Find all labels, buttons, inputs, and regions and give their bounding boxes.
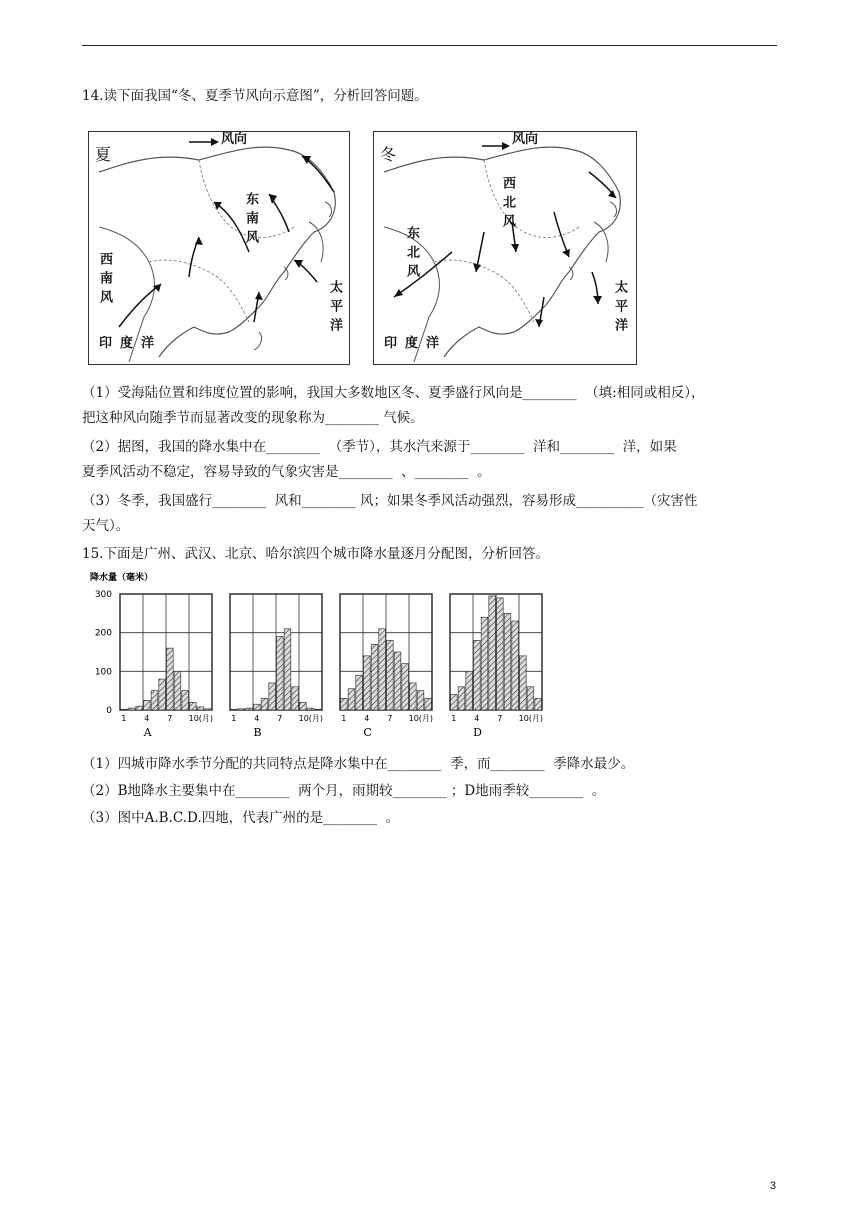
chart-panel-C: [340, 594, 433, 739]
bar-D-month-2: [458, 687, 465, 710]
chart-panel-D: [450, 594, 543, 739]
x-tick-label: 7: [497, 714, 503, 723]
q14-sub3-line2: 天气）。: [82, 518, 130, 534]
bar-B-month-6: [269, 683, 276, 710]
bar-C-month-9: [402, 664, 409, 710]
q15-sub3: （3）图中A.B.C.D.四地，代表广州的是________ 。: [82, 810, 400, 826]
q15-sub2: （2）B地降水主要集中在________ 两个月，雨期较________ ；D地雨季较________ 。: [82, 783, 606, 799]
bar-D-month-9: [512, 621, 519, 710]
bar-C-month-4: [364, 656, 371, 710]
bar-C-month-12: [425, 698, 432, 710]
bar-B-month-2: [238, 709, 245, 710]
bar-A-month-3: [136, 706, 143, 710]
bar-A-month-2: [128, 708, 135, 710]
bar-C-month-1: [341, 698, 348, 710]
bar-B-month-4: [254, 704, 261, 710]
q14-sub3-line1: （3）冬季，我国盛行________ 风和________ 风；如果冬季风活动强烈，容易形成__________（灾害性: [82, 493, 698, 509]
bar-D-month-10: [520, 656, 527, 710]
bar-B-month-8: [284, 629, 291, 710]
bar-A-month-10: [190, 702, 197, 710]
panel-label-A: A: [143, 726, 152, 739]
summer-legend-label: 风向: [221, 132, 248, 147]
x-tick-label: 4: [144, 714, 150, 723]
page-number: 3: [769, 1180, 776, 1192]
precipitation-chart: [88, 570, 558, 750]
q14-sub2-line1: （2）据图，我国的降水集中在________ （季节），其水汽来源于________ 洋和________ 洋，如果: [82, 439, 677, 455]
x-tick-label: 10(月): [408, 714, 434, 723]
q15-title: 15.下面是广州、武汉、北京、哈尔滨四个城市降水量逐月分配图，分析回答。: [82, 546, 549, 562]
bar-D-month-6: [489, 596, 496, 710]
bar-C-month-8: [394, 652, 401, 710]
bar-D-month-12: [535, 698, 542, 710]
bar-A-month-4: [144, 700, 151, 710]
y-tick-label: 300: [94, 590, 112, 600]
x-tick-label: 1: [231, 714, 237, 723]
winter-sea-pacific: 太平洋: [612, 280, 627, 337]
y-tick-label: 0: [106, 706, 112, 716]
winter-season-label: 冬: [380, 145, 397, 164]
header-rule: [82, 45, 777, 46]
summer-sea-pacific: 太平洋: [327, 280, 342, 337]
x-tick-label: 10(月): [188, 714, 214, 723]
bar-B-month-10: [300, 702, 307, 710]
y-tick-label: 100: [94, 667, 112, 678]
summer-wind-southeast: 东南风: [243, 192, 258, 249]
bar-C-month-11: [417, 691, 424, 710]
x-tick-label: 7: [167, 714, 173, 723]
x-tick-label: 10(月): [298, 714, 324, 723]
precipitation-chart-svg: [88, 570, 558, 750]
bar-B-month-5: [261, 698, 268, 710]
x-tick-label: 1: [341, 714, 347, 723]
panel-label-D: D: [473, 726, 483, 739]
bar-C-month-6: [379, 629, 386, 710]
x-tick-label: 7: [277, 714, 283, 723]
bar-D-month-1: [451, 695, 458, 710]
bar-C-month-2: [348, 689, 355, 710]
panel-label-C: C: [363, 726, 372, 739]
bar-D-month-7: [497, 598, 504, 710]
panel-label-B: B: [253, 726, 262, 739]
bar-C-month-7: [387, 640, 394, 710]
bar-D-month-11: [527, 687, 534, 710]
x-tick-label: 4: [364, 714, 370, 723]
bar-B-month-11: [307, 708, 314, 710]
bar-C-month-3: [356, 675, 363, 710]
bar-A-month-9: [182, 691, 189, 710]
winter-wind-map: [373, 131, 637, 365]
summer-map-drawing: [89, 132, 349, 364]
bar-A-month-7: [167, 648, 174, 710]
x-tick-label: 4: [254, 714, 260, 723]
bar-D-month-5: [481, 617, 488, 710]
q14-sub1-line2: 把这种风向随季节而显著改变的现象称为________ 气候。: [82, 410, 424, 426]
bar-A-month-6: [159, 679, 166, 710]
summer-wind-map: [88, 131, 350, 365]
q14-title: 14.读下面我国“冬、夏季节风向示意图”，分析回答问题。: [82, 88, 428, 104]
x-tick-label: 1: [451, 714, 457, 723]
bar-B-month-1: [231, 709, 238, 710]
x-tick-label: 7: [387, 714, 393, 723]
winter-wind-northeast: 东北风: [404, 226, 419, 283]
x-tick-label: 4: [474, 714, 480, 723]
bar-A-month-11: [197, 707, 204, 710]
bar-D-month-4: [474, 640, 481, 710]
bar-A-month-8: [174, 671, 181, 710]
x-tick-label: 1: [121, 714, 127, 723]
bar-B-month-3: [246, 708, 253, 710]
winter-sea-indian: 印度洋: [384, 336, 448, 351]
q15-sub1: （1）四城市降水季节分配的共同特点是降水集中在________ 季，而________ 季降水最少。: [82, 756, 635, 772]
winter-legend-label: 风向: [512, 132, 539, 147]
q14-sub1-line1: （1）受海陆位置和纬度位置的影响，我国大多数地区冬、夏季盛行风向是________ （填:相同或相反），: [82, 385, 705, 401]
bar-A-month-5: [151, 691, 158, 710]
bar-B-month-7: [277, 637, 284, 710]
x-tick-label: 10(月): [518, 714, 544, 723]
summer-sea-indian: 印度洋: [99, 336, 163, 351]
y-tick-label: 200: [94, 628, 112, 639]
bar-C-month-10: [410, 683, 417, 710]
bar-B-month-9: [292, 687, 299, 710]
bar-B-month-12: [315, 709, 322, 710]
bar-D-month-8: [504, 613, 511, 710]
bar-D-month-3: [466, 671, 473, 710]
chart-panel-B: [230, 594, 323, 739]
chart-panel-A: [120, 594, 213, 739]
y-axis-label: 降水量（毫米）: [90, 573, 154, 583]
bar-C-month-5: [371, 644, 378, 710]
q14-sub2-line2: 夏季风活动不稳定，容易导致的气象灾害是________ 、________ 。: [82, 464, 491, 480]
summer-wind-southwest: 西南风: [97, 252, 112, 309]
summer-season-label: 夏: [95, 145, 112, 164]
winter-wind-northwest: 西北风: [500, 176, 515, 233]
bar-A-month-1: [121, 709, 128, 710]
bar-A-month-12: [205, 709, 212, 710]
